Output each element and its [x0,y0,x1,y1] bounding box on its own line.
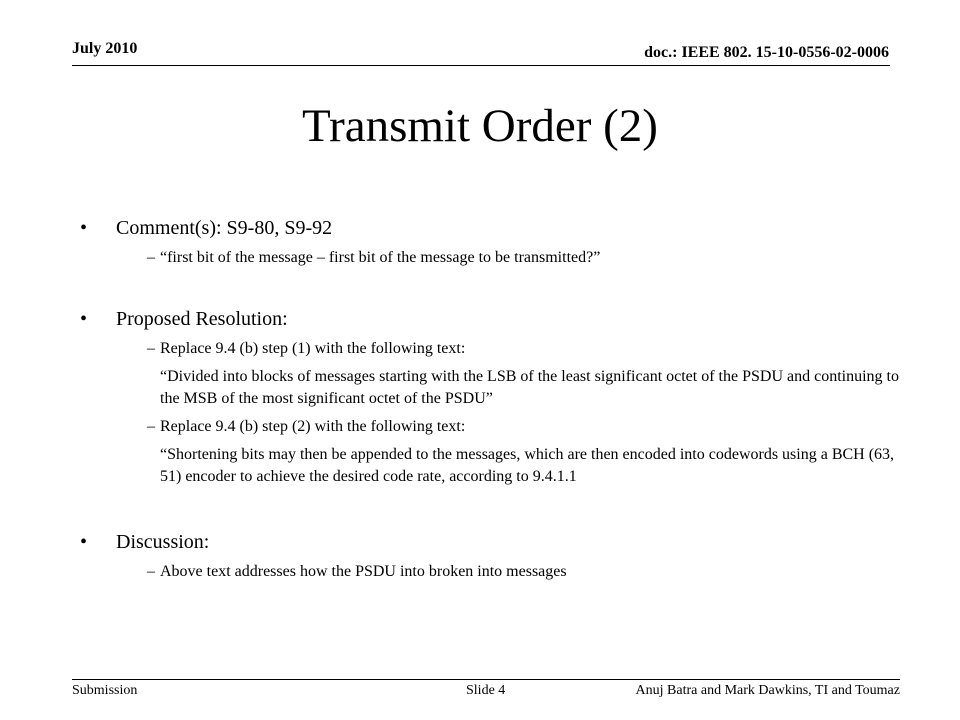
bullet-dot: • [80,308,88,330]
bullet-dot: • [80,531,88,553]
header-rule [72,65,890,66]
slide-title: Transmit Order (2) [302,100,658,152]
sub-bullet [80,338,900,360]
footer-rule [72,679,900,680]
bullet-text: Discussion: [116,531,210,553]
dash-marker: – [147,418,155,435]
sub-bullet-text: Above text addresses how the PSDU into broken into messages [160,563,567,580]
bullet-text: Comment(s): S9-80, S9-92 [116,217,333,239]
slide-content [80,214,900,583]
footer-authors: Anuj Batra and Mark Dawkins, TI and Toumaz [635,683,900,698]
bullet-comments [80,214,900,242]
footer-slide-number: Slide 4 [466,683,506,698]
dash-marker: – [147,249,155,266]
bullet-text: Proposed Resolution: [116,308,288,330]
quoted-text: “Shortening bits may then be appended to the messages, which are then encoded into codewords using a BCH (63, 51) encoder to achieve the desired code rate, according to 9.4.1.1 [160,446,895,485]
header-date: July 2010 [72,40,138,57]
sub-bullet-text: Replace 9.4 (b) step (1) with the following text: [160,340,466,357]
bullet-discussion [80,528,900,556]
sub-bullet-text: Replace 9.4 (b) step (2) with the following text: [160,418,466,435]
sub-bullet [80,416,900,438]
sub-bullet-text: “first bit of the message – first bit of the message to be transmitted?” [160,249,601,266]
header-doc-id: doc.: IEEE 802. 15-10-0556-02-0006 [644,44,889,61]
footer-submission: Submission [72,683,138,698]
sub-bullet [80,561,900,583]
sub-bullet [80,247,900,269]
dash-marker: – [147,563,155,580]
bullet-dot: • [80,217,88,239]
quoted-text: “Divided into blocks of messages starting with the LSB of the least significant octet of the PSDU and continuing to the MSB of the most significant octet of the PSDU” [160,368,899,407]
bullet-proposed-resolution [80,305,900,333]
dash-marker: – [147,340,155,357]
